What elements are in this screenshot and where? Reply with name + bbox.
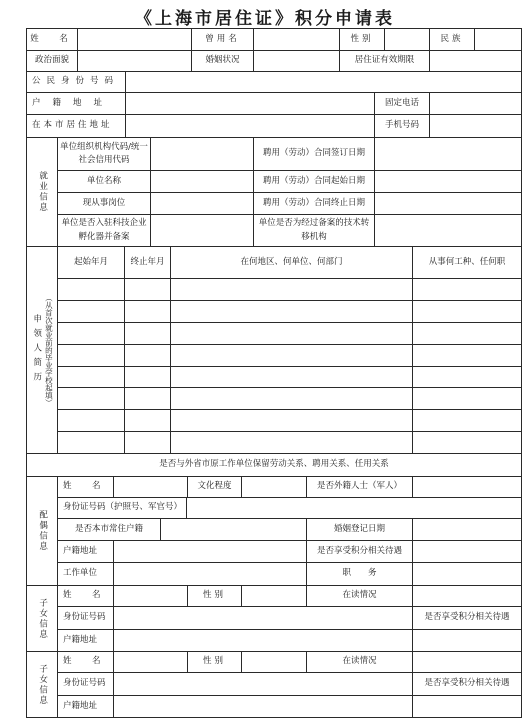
spouse-foreigner-field[interactable]: [412, 476, 522, 498]
marital-label: 婚姻状况: [191, 50, 254, 72]
spouse-id-label: 身份证号码（护照号、军官号）: [57, 497, 187, 519]
resume-row-3-col-4[interactable]: [412, 322, 522, 345]
resume-row-6-col-3[interactable]: [170, 387, 413, 410]
landline-label: 固定电话: [374, 92, 430, 115]
resume-end-header: 终止年月: [124, 246, 171, 279]
position-label: 现从事岗位: [57, 192, 151, 215]
resume-row-1-col-2[interactable]: [124, 278, 171, 301]
child1-name-label: 姓 名: [57, 585, 114, 607]
child1-hukou-address-label: 户籍地址: [57, 629, 114, 652]
resume-section-note: （从首次就业前的毕业学校起填）: [44, 293, 54, 407]
spouse-local-hukou-field[interactable]: [160, 518, 307, 541]
child1-enjoys-points-label: 是否享受积分相关待遇: [412, 606, 522, 630]
resume-row-2-col-2[interactable]: [124, 300, 171, 323]
contract-end-label: 聘用（劳动）合同终止日期: [253, 192, 375, 215]
gender-field[interactable]: [384, 28, 430, 51]
org-code-field[interactable]: [150, 137, 254, 171]
employment-section-label: 就业信息: [26, 137, 58, 247]
resume-row-4-col-1[interactable]: [57, 344, 125, 367]
spouse-hukou-address-label: 户籍地址: [57, 540, 114, 563]
resume-row-2-col-4[interactable]: [412, 300, 522, 323]
child1-id-label: 身份证号码: [57, 606, 114, 630]
spouse-local-hukou-label: 是否本市常住户籍: [57, 518, 161, 541]
id-number-field[interactable]: [125, 71, 522, 93]
child2-gender-label: 性别: [187, 651, 242, 673]
contract-start-label: 聘用（劳动）合同起始日期: [253, 170, 375, 193]
resume-row-1-col-4[interactable]: [412, 278, 522, 301]
child2-school-label: 在读情况: [306, 651, 413, 673]
contract-start-field[interactable]: [374, 170, 522, 193]
child2-name-field[interactable]: [113, 651, 188, 673]
resume-where-header: 在何地区、何单位、何部门: [170, 246, 413, 279]
former-name-field[interactable]: [253, 28, 340, 51]
resume-row-4-col-4[interactable]: [412, 344, 522, 367]
spouse-duty-field[interactable]: [412, 562, 522, 586]
hukou-address-label: 户籍地址: [26, 92, 126, 115]
resume-row-3-col-1[interactable]: [57, 322, 125, 345]
contract-end-field[interactable]: [374, 192, 522, 215]
resume-row-2-col-1[interactable]: [57, 300, 125, 323]
child2-school-field[interactable]: [412, 651, 522, 673]
permit-expiry-field[interactable]: [429, 50, 522, 72]
resume-row-7-col-3[interactable]: [170, 409, 413, 432]
spouse-marriage-date-field[interactable]: [412, 518, 522, 541]
spouse-enjoys-points-field[interactable]: [412, 540, 522, 563]
spouse-section-label: 配偶信息: [26, 476, 58, 586]
resume-row-1-col-3[interactable]: [170, 278, 413, 301]
tech-transfer-label: 单位是否为经过备案的技术转移机构: [253, 214, 375, 247]
spouse-name-field[interactable]: [113, 476, 188, 498]
child2-hukou-address-field[interactable]: [113, 695, 413, 718]
org-code-label: 单位组织机构代码/统一社会信用代码: [57, 137, 151, 171]
resume-row-4-col-2[interactable]: [124, 344, 171, 367]
contract-sign-field[interactable]: [374, 137, 522, 171]
resume-row-6-col-4[interactable]: [412, 387, 522, 410]
id-number-label: 公民身份号码: [26, 71, 126, 93]
child1-name-field[interactable]: [113, 585, 188, 607]
resume-row-4-col-3[interactable]: [170, 344, 413, 367]
name-field[interactable]: [77, 28, 192, 51]
resume-row-5-col-4[interactable]: [412, 366, 522, 388]
resume-row-3-col-3[interactable]: [170, 322, 413, 345]
mobile-field[interactable]: [429, 114, 522, 138]
sh-address-field[interactable]: [125, 114, 375, 138]
child2-section-label: 子女信息: [26, 651, 58, 718]
position-field[interactable]: [150, 192, 254, 215]
resume-row-5-col-2[interactable]: [124, 366, 171, 388]
spouse-hukou-address-field[interactable]: [113, 540, 307, 563]
spouse-workplace-label: 工作单位: [57, 562, 114, 586]
child2-enjoys-points-label: 是否享受积分相关待遇: [412, 672, 522, 696]
gender-label: 性别: [339, 28, 385, 51]
resume-row-5-col-1[interactable]: [57, 366, 125, 388]
child1-id-field[interactable]: [113, 606, 413, 630]
former-name-label: 曾用名: [191, 28, 254, 51]
resume-row-8-col-4[interactable]: [412, 431, 522, 454]
spouse-education-label: 文化程度: [187, 476, 242, 498]
marital-field[interactable]: [253, 50, 340, 72]
resume-footer-label: 是否与外省市原工作单位保留劳动关系、聘用关系、任用关系: [26, 453, 522, 477]
child1-school-label: 在读情况: [306, 585, 413, 607]
resume-section-title: 申领人简历: [31, 313, 42, 387]
form-title: 《上海市居住证》积分申请表: [135, 9, 395, 29]
child2-hukou-address-label: 户籍地址: [57, 695, 114, 718]
tech-transfer-field[interactable]: [374, 214, 522, 247]
child1-hukou-address-field[interactable]: [113, 629, 413, 652]
contract-sign-label: 聘用（劳动）合同签订日期: [253, 137, 375, 171]
spouse-duty-label: 职 务: [306, 562, 413, 586]
ethnicity-field[interactable]: [474, 28, 522, 51]
child2-id-field[interactable]: [113, 672, 413, 696]
political-label: 政治面貌: [26, 50, 78, 72]
political-field[interactable]: [77, 50, 192, 72]
resume-row-1-col-1[interactable]: [57, 278, 125, 301]
child1-school-field[interactable]: [412, 585, 522, 607]
resume-row-8-col-3[interactable]: [170, 431, 413, 454]
name-label: 姓 名: [26, 28, 78, 51]
spouse-enjoys-points-label: 是否享受积分相关待遇: [306, 540, 413, 563]
resume-section-label: [26, 246, 58, 454]
ethnicity-label: 民族: [429, 28, 475, 51]
resume-row-2-col-3[interactable]: [170, 300, 413, 323]
unit-name-field[interactable]: [150, 170, 254, 193]
incubator-field[interactable]: [150, 214, 254, 247]
incubator-label: 单位是否入驻科技企业孵化器并备案: [57, 214, 151, 247]
spouse-foreigner-label: 是否外籍人士（军人）: [306, 476, 413, 498]
resume-row-7-col-2[interactable]: [124, 409, 171, 432]
spouse-marriage-date-label: 婚姻登记日期: [306, 518, 413, 541]
child2-id-label: 身份证号码: [57, 672, 114, 696]
child1-gender-label: 性别: [187, 585, 242, 607]
spouse-education-field[interactable]: [241, 476, 307, 498]
unit-name-label: 单位名称: [57, 170, 151, 193]
resume-row-5-col-3[interactable]: [170, 366, 413, 388]
spouse-id-field[interactable]: [186, 497, 522, 519]
hukou-address-field[interactable]: [125, 92, 375, 115]
child2-name-label: 姓 名: [57, 651, 114, 673]
child1-gender-field[interactable]: [241, 585, 307, 607]
mobile-label: 手机号码: [374, 114, 430, 138]
resume-row-8-col-1[interactable]: [57, 431, 125, 454]
resume-row-7-col-1[interactable]: [57, 409, 125, 432]
spouse-name-label: 姓 名: [57, 476, 114, 498]
resume-row-8-col-2[interactable]: [124, 431, 171, 454]
child1-enjoys-points-field[interactable]: [412, 629, 522, 652]
resume-start-header: 起始年月: [57, 246, 125, 279]
child1-section-label: 子女信息: [26, 585, 58, 652]
spouse-workplace-field[interactable]: [113, 562, 307, 586]
resume-row-6-col-1[interactable]: [57, 387, 125, 410]
resume-row-6-col-2[interactable]: [124, 387, 171, 410]
resume-row-3-col-2[interactable]: [124, 322, 171, 345]
child2-enjoys-points-field[interactable]: [412, 695, 522, 718]
resume-job-header: 从事何工种、任何职: [412, 246, 522, 279]
sh-address-label: 在本市居住地址: [26, 114, 126, 138]
child2-gender-field[interactable]: [241, 651, 307, 673]
permit-expiry-label: 居住证有效期限: [339, 50, 430, 72]
landline-field[interactable]: [429, 92, 522, 115]
resume-row-7-col-4[interactable]: [412, 409, 522, 432]
